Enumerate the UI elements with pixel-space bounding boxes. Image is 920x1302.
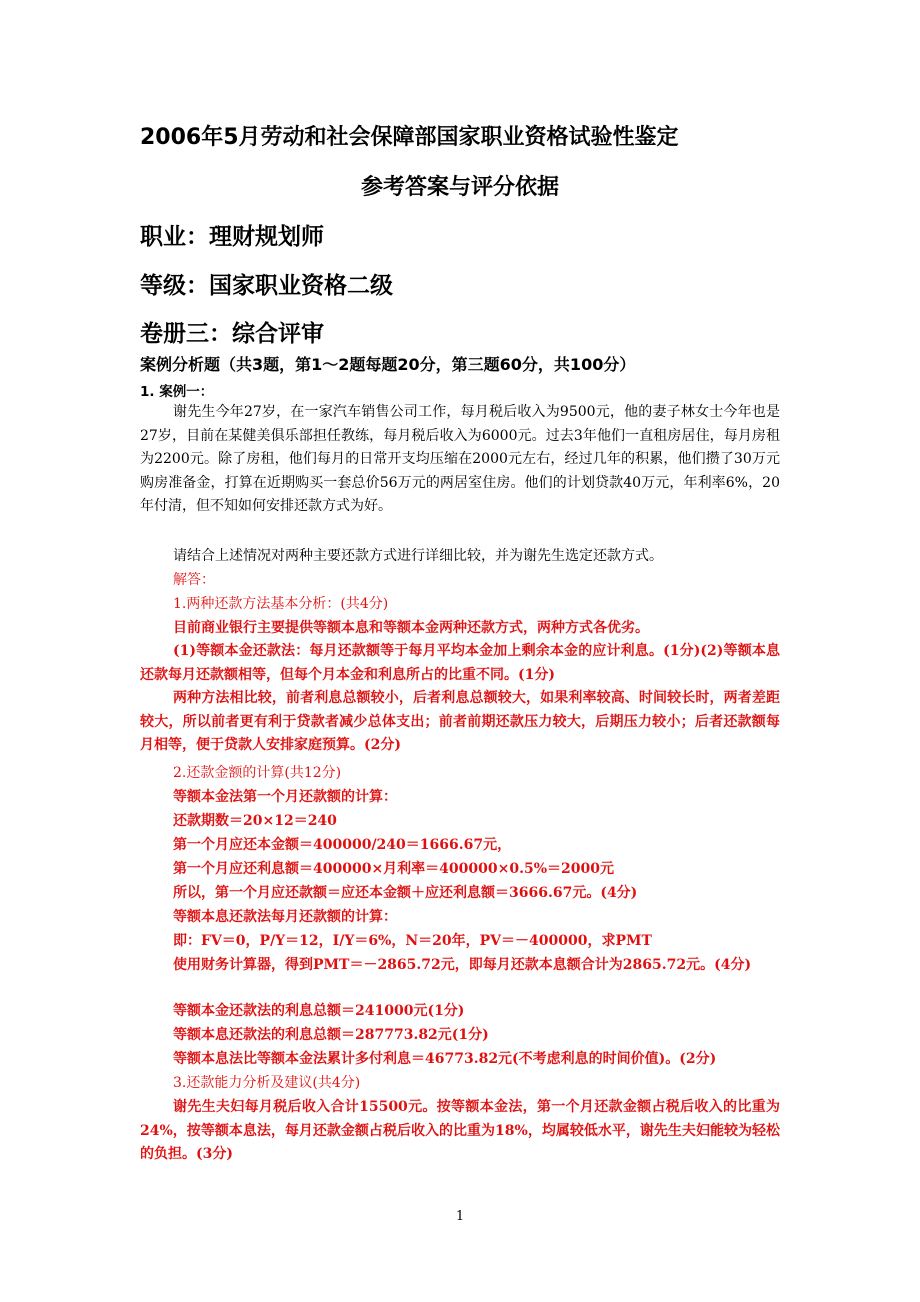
answer-s2-line3: 第一个月应还本金额＝400000/240＝1666.67元， bbox=[173, 837, 512, 853]
section-heading: 案例分析题（共3题，第1～2题每题20分，第三题60分，共100分） bbox=[140, 355, 636, 374]
answer-s1-line1: 目前商业银行主要提供等额本息和等额本金两种还款方式，两种方式各优劣。 bbox=[173, 620, 649, 636]
answer-s2-line1: 等额本金法第一个月还款额的计算： bbox=[173, 789, 397, 805]
case-label: 1. 案例一： bbox=[140, 384, 214, 400]
answer-s2-line8: 使用财务计算器，得到PMT＝－2865.72元，即每月还款本息额合计为2865.72元。(4分) bbox=[173, 957, 752, 973]
answer-s1-paragraph-2: 两种方法相比较，前者利息总额较小，后者利息总额较大，如果利率较高、时间较长时，两者差距较大，所以前者更有利于贷款者减少总体支出；前者前期还款压力较大，后期压力较小；后者还款额每月相等，便于贷款人安排家庭预算。(2分) bbox=[140, 690, 780, 753]
answer-s2-line2: 还款期数＝20×12＝240 bbox=[173, 813, 337, 829]
answer-s1-paragraph-1: (1)等额本金还款法：每月还款额等于每月平均本金加上剩余本金的应计利息。(1分)(2)等额本息还款每月还款额相等，但每个月本金和利息所占的比重不同。(1分) bbox=[140, 643, 780, 683]
title-line-2: 参考答案与评分依据 bbox=[360, 175, 559, 200]
occupation-heading: 职业：理财规划师 bbox=[140, 224, 324, 250]
answer-s2-line9: 等额本金还款法的利息总额＝241000元(1分) bbox=[173, 1003, 465, 1019]
answer-s2-line11: 等额本息法比等额本金法累计多付利息＝46773.82元(不考虑利息的时间价值)。(2分) bbox=[173, 1051, 717, 1067]
answer-label: 解答： bbox=[173, 572, 215, 588]
title-line-1: 2006年5月劳动和社会保障部国家职业资格试验性鉴定 bbox=[140, 125, 679, 150]
answer-s2-line5: 所以，第一个月应还款额＝应还本金额＋应还利息额＝3666.67元。(4分) bbox=[173, 885, 638, 901]
level-heading: 等级：国家职业资格二级 bbox=[140, 273, 393, 299]
answer-s2-line4: 第一个月应还利息额＝400000×月利率＝400000×0.5%＝2000元 bbox=[173, 861, 614, 877]
volume-heading: 卷册三：综合评审 bbox=[140, 321, 324, 347]
answer-s3-paragraph: 谢先生夫妇每月税后收入合计15500元。按等额本金法，第一个月还款金额占税后收入的比重为24%，按等额本息法，每月还款金额占税后收入的比重为18%，均属较低水平，谢先生夫妇能较为轻松的负担。(3分) bbox=[140, 1099, 780, 1162]
answer-s2-line6: 等额本息还款法每月还款额的计算： bbox=[173, 909, 397, 925]
answer-s3-title: 3.还款能力分析及建议(共4分) bbox=[173, 1075, 361, 1091]
answer-s1-title: 1.两种还款方法基本分析：(共4分) bbox=[173, 596, 389, 612]
page-number: 1 bbox=[455, 1209, 465, 1224]
answer-s2-title: 2.还款金额的计算(共12分) bbox=[173, 765, 342, 781]
answer-s2-line7: 即：FV＝0，P/Y＝12，I/Y＝6%，N＝20年，PV＝－400000，求PMT bbox=[173, 933, 652, 949]
case-paragraph-1: 谢先生今年27岁，在一家汽车销售公司工作，每月税后收入为9500元，他的妻子林女士今年也是27岁，目前在某健美俱乐部担任教练，每月税后收入为6000元。过去3年他们一直租房居住，每月房租为2200元。除了房租，他们每月的日常开支均压缩在2000元左右，经过几年的积累，他们攒了30万元购房准备金，打算在近期购买一套总价56万元的两居室住房。他们的计划贷款40万元，年利率6%，20年付清，但不知如何安排还款方式为好。 bbox=[140, 404, 780, 514]
answer-s2-line10: 等额本息还款法的利息总额＝287773.82元(1分) bbox=[173, 1027, 489, 1043]
case-paragraph-2: 请结合上述情况对两种主要还款方式进行详细比较，并为谢先生选定还款方式。 bbox=[173, 548, 663, 564]
